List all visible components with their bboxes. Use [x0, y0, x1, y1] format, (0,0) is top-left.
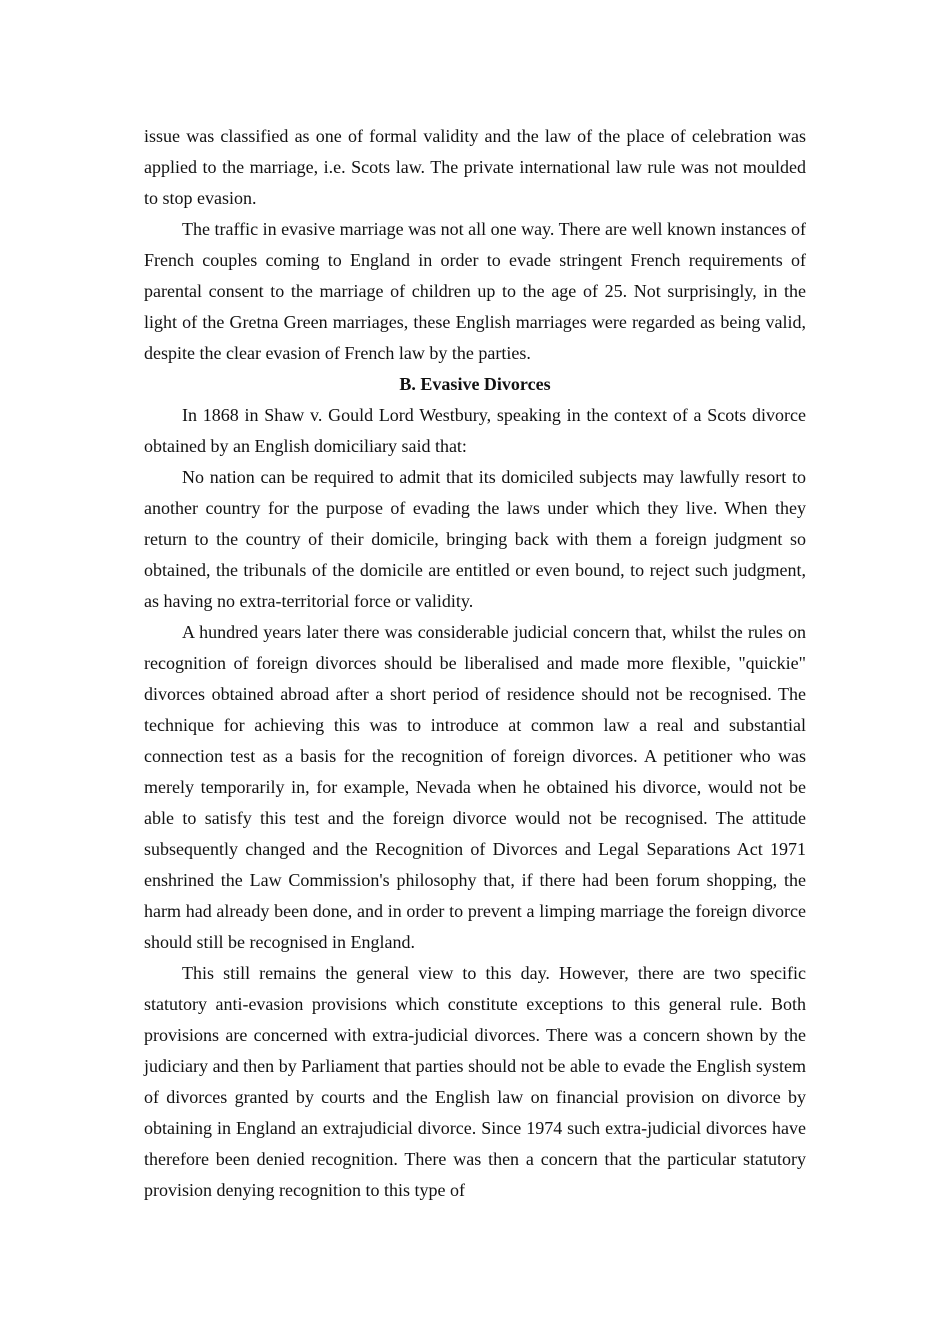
paragraph-continued: issue was classified as one of formal validity and the law of the place of celebration was applied to the marriage, i.e. Scots law. The private international law rule was not moulded to stop evasion.	[144, 126, 806, 208]
body-text	[144, 121, 806, 1206]
paragraph-general-view: This still remains the general view to this day. However, there are two specific statutory anti-evasion provisions which constitute exceptions to this general rule. Both provisions are concerned with extra-judicial divorces. There was a concern shown by the judiciary and then by Parliament that parties should not be able to evade the English system of divorces granted by courts and the English law on financial provision on divorce by obtaining in England an extrajudicial divorce. Since 1974 such extra-judicial divorces have therefore been denied recognition. There was then a concern that the particular statutory provision denying recognition to this type of	[144, 963, 806, 1200]
paragraph-shaw-v-gould: In 1868 in Shaw v. Gould Lord Westbury, speaking in the context of a Scots divorce obtained by an English domiciliary said that:	[144, 405, 806, 456]
quotation-westbury: No nation can be required to admit that its domiciled subjects may lawfully resort to another country for the purpose of evading the laws under which they live. When they return to the country of their domicile, bringing back with them a foreign judgment so obtained, the tribunals of the domicile are entitled or even bound, to reject such judgment, as having no extra-territorial force or validity.	[144, 467, 806, 611]
paragraph-hundred-years-later: A hundred years later there was considerable judicial concern that, whilst the rules on recognition of foreign divorces should be liberalised and made more flexible, "quickie" divorces obtained abroad after a short period of residence should not be recognised. The technique for achieving this was to introduce at common law a real and substantial connection test as a basis for the recognition of foreign divorces. A petitioner who was merely temporarily in, for example, Nevada when he obtained his divorce, would not be able to satisfy this test and the foreign divorce would not be recognised. The attitude subsequently changed and the Recognition of Divorces and Legal Separations Act 1971 enshrined the Law Commission's philosophy that, if there had been forum shopping, the harm had already been done, and in order to prevent a limping marriage the foreign divorce should still be recognised in England.	[144, 622, 806, 952]
paragraph-evasive-marriage-traffic: The traffic in evasive marriage was not all one way. There are well known instances of French couples coming to England in order to evade stringent French requirements of parental consent to the marriage of children up to the age of 25. Not surprisingly, in the light of the Gretna Green marriages, these English marriages were regarded as being valid, despite the clear evasion of French law by the parties.	[144, 219, 806, 363]
section-heading: B. Evasive Divorces	[399, 374, 551, 394]
